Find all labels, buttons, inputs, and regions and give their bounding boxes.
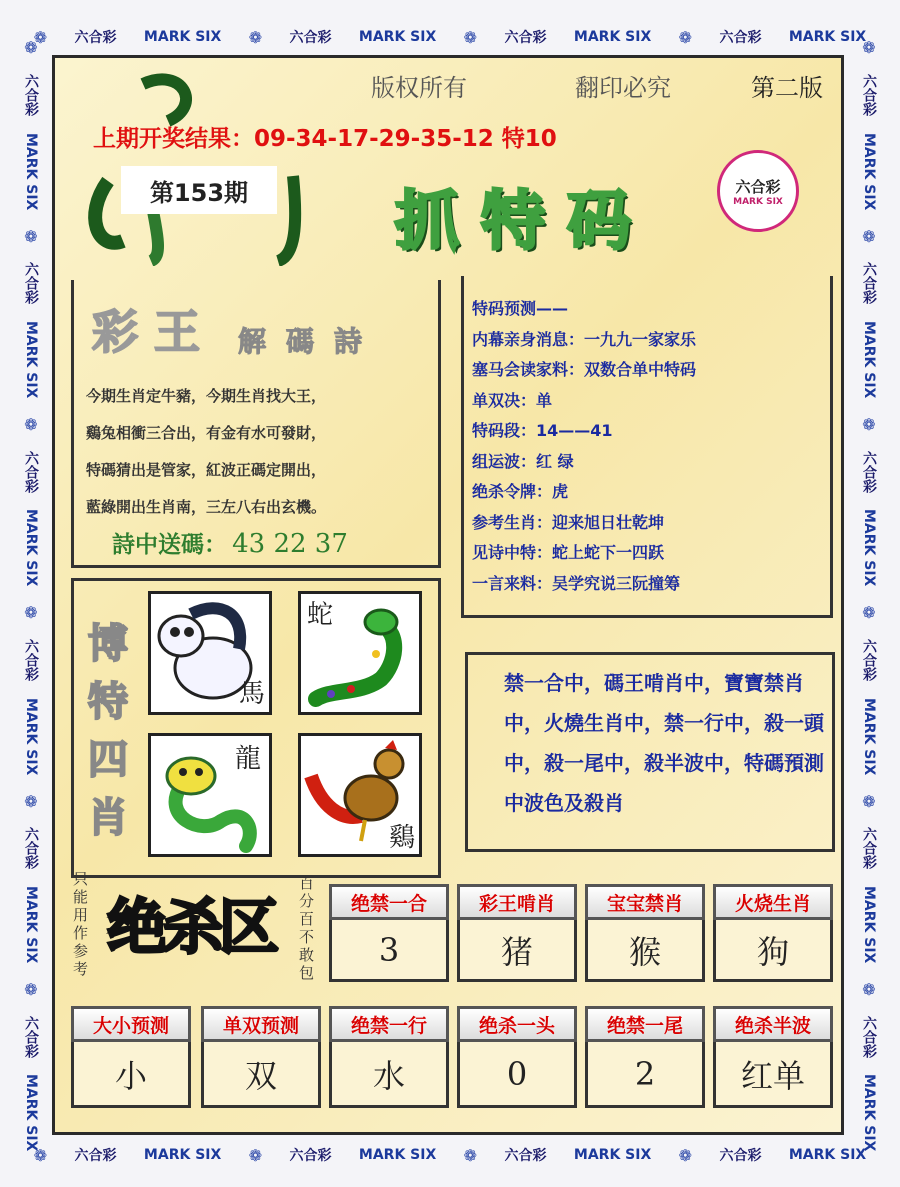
brand-text: 六合彩: [504, 1148, 547, 1164]
flower-icon: ❁: [33, 27, 48, 47]
logo-cn: 六合彩: [735, 177, 781, 196]
brand-text-en: MARK SIX: [23, 1074, 39, 1152]
brand-text-en: MARK SIX: [23, 885, 39, 964]
brand-text: 六合彩: [861, 450, 877, 493]
last-result-label: 上期开奖结果：: [93, 126, 254, 152]
notice-text: 禁一合中，碼王啃肖中，寶寶禁肖中，火燒生肖中，禁一行中，殺一頭中，殺一尾中，殺半波中，特碼預測中波色及殺肖: [504, 671, 824, 815]
grid-value: 红单: [713, 1042, 833, 1108]
grid-head: 单双预测: [201, 1006, 321, 1042]
brand-text: 六合彩: [861, 73, 877, 116]
kill-zone-right-note: 百分百不敢包: [299, 874, 315, 982]
flower-icon: ❁: [678, 27, 693, 47]
poem-line: 特碼猜出是管家，紅波正碼定開出，: [86, 461, 327, 479]
grid-value: 猴: [585, 920, 705, 982]
flower-icon: ❁: [862, 38, 876, 58]
poem-lines: [86, 378, 436, 526]
brand-text: 六合彩: [504, 30, 547, 46]
logo-en: MARK SIX: [733, 196, 783, 207]
brand-text-en: MARK SIX: [861, 320, 877, 399]
prediction-item: 一言来料：吴学究说三阮撞筹: [472, 573, 681, 593]
brand-text: 六合彩: [74, 30, 117, 46]
animal-card-dragon: [148, 733, 272, 857]
brand-text-en: MARK SIX: [861, 509, 877, 587]
four-zodiac-title: 博特四肖: [88, 621, 128, 841]
grid-value: 双: [201, 1042, 321, 1108]
prediction-item: 组运波：红 绿: [472, 451, 574, 471]
grid-value: 水: [329, 1042, 449, 1108]
brand-text-en: MARK SIX: [23, 697, 39, 775]
brand-text: 六合彩: [23, 450, 39, 493]
mark-six-logo: [717, 150, 799, 232]
brand-text: 六合彩: [23, 827, 39, 870]
brand-text: 六合彩: [289, 30, 332, 46]
issue-number: 第153期: [121, 166, 277, 214]
poem-line: 今期生肖定牛豬，今期生肖找大王，: [86, 387, 327, 405]
flower-icon: ❁: [248, 1145, 263, 1165]
copyright-text: 版权所有: [371, 74, 467, 102]
grid-head: 绝禁一合: [329, 884, 449, 920]
poem-line: 藍綠開出生肖南，三左八右出玄機。: [86, 498, 327, 516]
prediction-item: 单双决：单: [472, 390, 553, 410]
brand-text: 六合彩: [289, 1148, 332, 1164]
animal-label-rooster: 鷄: [388, 823, 415, 853]
flower-icon: ❁: [463, 1145, 478, 1165]
brand-text-en: MARK SIX: [788, 29, 867, 45]
flower-icon: ❁: [678, 1145, 693, 1165]
poem-gift: [112, 526, 348, 559]
grid-value: 小: [71, 1042, 191, 1108]
flower-icon: ❁: [463, 27, 478, 47]
brand-text: 六合彩: [74, 1148, 117, 1164]
prediction-item: 见诗中特：蛇上蛇下一四跃: [472, 543, 665, 562]
brand-text: 六合彩: [23, 262, 39, 305]
brand-text-en: MARK SIX: [861, 132, 877, 210]
poem-title-big: 彩王: [92, 305, 216, 359]
right-border-strip: [856, 30, 882, 1160]
brand-text-en: MARK SIX: [23, 509, 39, 587]
brand-text-en: MARK SIX: [573, 1147, 652, 1163]
prediction-item: 特码段：14——41: [472, 421, 613, 440]
grid-head: 宝宝禁肖: [585, 884, 705, 920]
flower-icon: ❁: [24, 791, 38, 811]
flower-icon: ❁: [24, 38, 38, 58]
grid-value: 0: [457, 1042, 577, 1108]
brand-text-en: MARK SIX: [358, 1147, 437, 1163]
prediction-item: 塞马会读家料：双数合单中特码: [472, 360, 697, 379]
brand-text: 六合彩: [23, 638, 39, 681]
grid-head: 大小预测: [71, 1006, 191, 1042]
prediction-list: [472, 294, 832, 599]
flower-icon: ❁: [248, 27, 263, 47]
flower-icon: ❁: [33, 1145, 48, 1165]
notice-box: [465, 652, 835, 852]
brand-text: 六合彩: [861, 1015, 877, 1058]
brand-text: 六合彩: [719, 30, 762, 46]
grid-value: 3: [329, 920, 449, 982]
left-border-strip: [18, 30, 44, 1160]
grid-value: 狗: [713, 920, 833, 982]
animal-card-rooster: [298, 733, 422, 857]
flower-icon: ❁: [862, 414, 876, 434]
edition-text: 第二版: [751, 74, 823, 102]
grid-head: 绝禁一行: [329, 1006, 449, 1042]
prediction-item: 绝杀令牌：虎: [472, 482, 569, 501]
grid-head: 绝杀半波: [713, 1006, 833, 1042]
flower-icon: ❁: [862, 979, 876, 999]
brand-text-en: MARK SIX: [143, 1147, 222, 1163]
brand-text: 六合彩: [861, 262, 877, 305]
flower-icon: ❁: [24, 979, 38, 999]
bottom-border-strip: [20, 1142, 880, 1168]
brand-text: 六合彩: [861, 638, 877, 681]
poem-gift-label: 詩中送碼：: [112, 532, 227, 558]
prediction-item: 内幕亲身消息：一九九一家家乐: [472, 329, 697, 349]
main-panel: [52, 55, 844, 1135]
brand-text-en: MARK SIX: [861, 1074, 877, 1152]
grid-head: 彩王啃肖: [457, 884, 577, 920]
last-result-special: 特10: [501, 126, 557, 152]
flower-icon: ❁: [24, 603, 38, 623]
prediction-box: [461, 276, 833, 618]
brand-text-en: MARK SIX: [788, 1147, 867, 1163]
poem-box: [71, 280, 441, 568]
no-copy-text: 翻印必究: [575, 74, 671, 102]
brand-text-en: MARK SIX: [861, 885, 877, 964]
grid-value: 猪: [457, 920, 577, 982]
brand-text: 六合彩: [23, 1015, 39, 1058]
brand-text-en: MARK SIX: [143, 29, 222, 45]
brand-text: 六合彩: [23, 73, 39, 116]
poem-line: 鷄兔相衝三合出，有金有水可發財，: [86, 424, 327, 442]
grid-head: 绝禁一尾: [585, 1006, 705, 1042]
prediction-item: 特码预测——: [472, 299, 569, 318]
brand-text-en: MARK SIX: [861, 697, 877, 775]
brand-text-en: MARK SIX: [23, 320, 39, 399]
animal-label-dragon: 龍: [234, 744, 261, 774]
top-border-strip: [20, 24, 880, 50]
kill-zone-title: 绝杀区: [107, 893, 275, 963]
animal-card-snake: [298, 591, 422, 715]
four-zodiac-box: [71, 578, 441, 878]
brand-text: 六合彩: [719, 1148, 762, 1164]
brand-text-en: MARK SIX: [573, 29, 652, 45]
poem-title-small: 解碼詩: [238, 325, 383, 358]
animal-label-snake: 蛇: [307, 600, 334, 630]
brand-text-en: MARK SIX: [23, 132, 39, 210]
animal-card-horse: [148, 591, 272, 715]
brand-text-en: MARK SIX: [358, 29, 437, 45]
flower-icon: ❁: [24, 226, 38, 246]
animal-label-horse: 馬: [238, 679, 265, 709]
grid-head: 绝杀一头: [457, 1006, 577, 1042]
kill-zone-left-note: 只能用作参考: [73, 870, 89, 978]
flower-icon: ❁: [862, 603, 876, 623]
flower-icon: ❁: [24, 414, 38, 434]
poem-gift-numbers: 43 22 37: [232, 529, 348, 559]
last-result-numbers: 09-34-17-29-35-12: [254, 126, 494, 152]
flower-icon: ❁: [862, 226, 876, 246]
page-title: 抓特码: [395, 185, 653, 259]
flower-icon: ❁: [862, 791, 876, 811]
prediction-item: 参考生肖：迎来旭日壮乾坤: [472, 512, 665, 532]
brand-text: 六合彩: [861, 827, 877, 870]
grid-value: 2: [585, 1042, 705, 1108]
last-result: [93, 120, 557, 153]
grid-head: 火烧生肖: [713, 884, 833, 920]
